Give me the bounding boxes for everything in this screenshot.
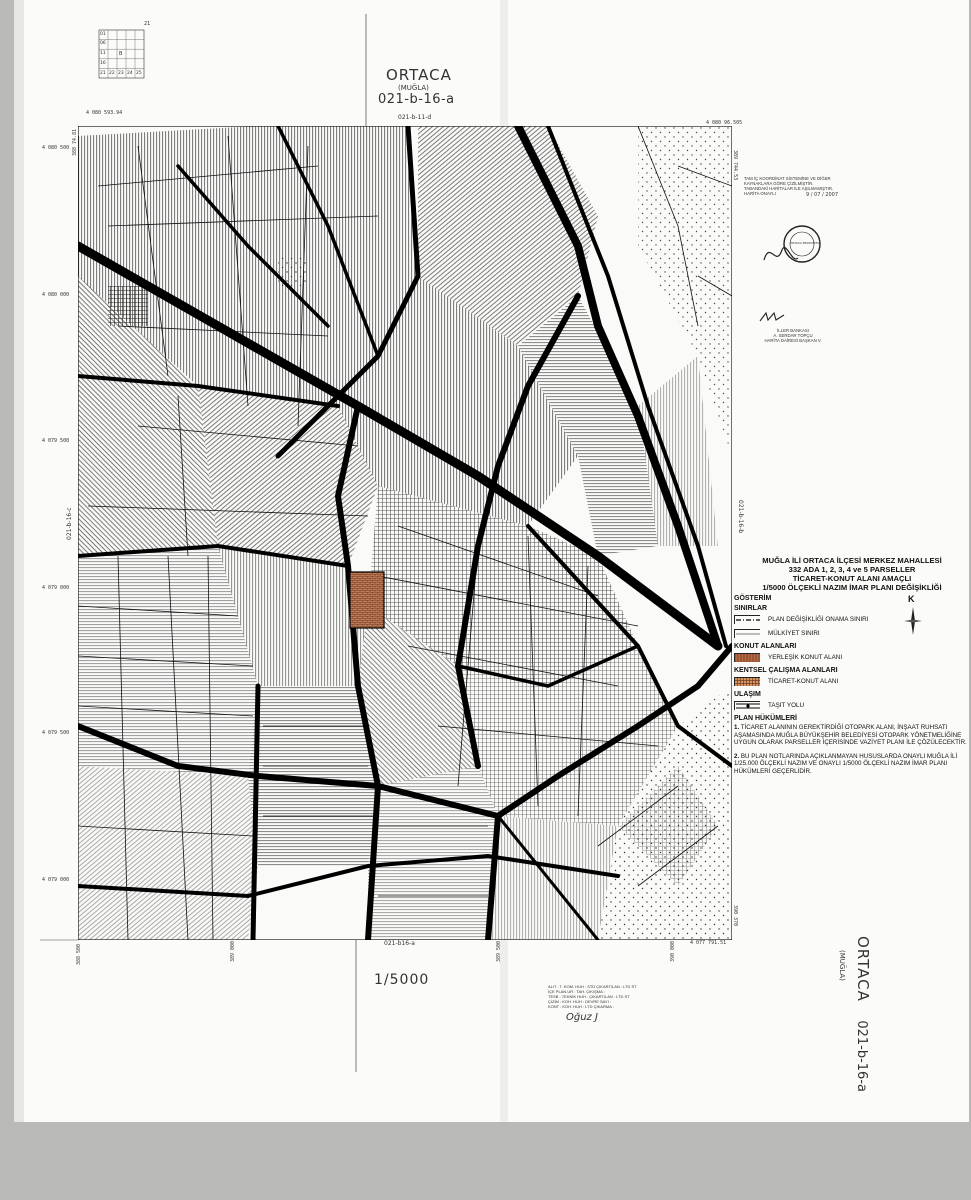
coord-label: 388 74.81 xyxy=(72,128,78,156)
coord-label: 4 080 000 xyxy=(42,292,70,298)
legend-section-heading: KONUT ALANLARI xyxy=(734,643,797,650)
left-sheet-ref: 021-b-16-c xyxy=(66,507,73,540)
plan-rules-heading: PLAN HÜKÜMLERİ xyxy=(734,715,797,722)
sheet-province: (MUĞLA) xyxy=(398,84,429,92)
zoning-map xyxy=(78,126,732,940)
coord-label: 4 079 500 xyxy=(42,438,70,444)
approval-note: TAM İÇ KOORDİNAT SİSTEMİNE VE DİĞER KAYNAKLARA GÖRE ÇİZİLMİŞTİR. TABANDAKİ HARİTALAR İLE AŞILMAMIŞTIR. HARİTA ONAYLI xyxy=(744,176,834,196)
coord-label: 4 079 000 xyxy=(42,585,70,591)
plan-rule-number: 2. xyxy=(734,752,740,760)
coord-label: 390 000 xyxy=(670,940,676,962)
plan-rule xyxy=(734,724,970,747)
north-arrow-icon xyxy=(904,607,922,635)
sheet-city-rotated: ORTACA xyxy=(854,936,872,1002)
legend-item xyxy=(734,650,970,664)
coord-label: 389 500 xyxy=(496,940,502,962)
legend-title-line: MUĞLA İLİ ORTACA İLÇESİ MERKEZ MAHALLESİ xyxy=(762,556,942,565)
index-cell: B xyxy=(119,51,123,57)
legend-title-line: TİCARET-KONUT ALANI AMAÇLI xyxy=(792,574,912,583)
stamp-text: ORTACA BELEDİYESİ xyxy=(790,241,821,245)
north-label: K xyxy=(908,594,915,604)
sheet-number-rotated: 021-b-16-a xyxy=(854,1020,869,1092)
plan-rule-text: BU PLAN NOTLARINDA AÇIKLANMAYAN HUSUSLARDA ONAYLI MUĞLA İLİ 1/25.000 ÖLÇEKLİ NAZIM VE ONAYLI 1/5000 ÖLÇEKLİ NAZIM İMAR PLANI HÜKÜMLERİ GEÇERLİDİR. xyxy=(734,752,958,775)
sheet-title-rotated xyxy=(853,936,872,1092)
coord-label: 389 000 xyxy=(230,940,236,962)
plan-rule-number: 1. xyxy=(734,724,740,731)
sheet-city: ORTACA xyxy=(386,66,452,84)
coord-label: 4 080 96.505 xyxy=(706,120,743,126)
plan-rule-text: TİCARET ALANININ GEREKTİRDİĞİ OTOPARK ALANI, İNŞAAT RUHSATI AŞAMASINDA MUĞLA BÜYÜKŞEHİR BELEDİYESİ OTOPARK YÖNETMELİĞİNE UYGUN OLARAK PARSELLER İÇERİSİNDE VAZİYET PLANI İLE ÇÖZÜLECEKTİR. xyxy=(734,724,967,747)
road-swatch-icon xyxy=(734,701,760,710)
plan-change-area xyxy=(350,572,384,628)
coord-label: 4 080 593.94 xyxy=(86,110,123,116)
legend-item-label: PLAN DEĞİŞİKLİĞİ ONAMA SINIRI xyxy=(768,615,869,623)
legend-section-heading: SINIRLAR xyxy=(734,605,768,612)
legend-section-heading: ULAŞIM xyxy=(734,691,761,698)
coord-label: 4 077 791.51 xyxy=(690,940,727,946)
sheet-province-rotated: (MUĞLA) xyxy=(838,950,846,981)
coord-label: 4 080 500 xyxy=(42,145,70,151)
plan-legend xyxy=(734,556,970,776)
commercial-swatch-icon xyxy=(734,677,760,686)
boundary-swatch-icon xyxy=(734,615,760,624)
right-sheet-ref: 021-b-16-b xyxy=(737,500,744,534)
index-cell: 23 xyxy=(118,71,124,76)
coord-label: 4 079 500 xyxy=(42,730,70,736)
coord-label: 390 370 xyxy=(732,905,738,927)
index-cell: 21 xyxy=(100,71,106,76)
approval-stamp xyxy=(762,220,830,276)
coord-label: 388 500 xyxy=(76,943,82,965)
index-cell: 22 xyxy=(109,71,115,76)
index-cell: 24 xyxy=(127,71,133,76)
index-cell: 01 xyxy=(100,32,106,37)
coord-label: 4 079 000 xyxy=(42,877,70,883)
index-cell: 11 xyxy=(100,51,106,56)
legend-item-label: TİCARET-KONUT ALANI xyxy=(768,677,839,685)
legend-item xyxy=(734,626,970,640)
legend-item xyxy=(734,674,970,688)
approval-date: 9 / 07 / 2007 xyxy=(806,192,838,198)
sheet-number: 021-b-16-a xyxy=(378,92,455,107)
coord-label: 389 744.53 xyxy=(732,150,738,181)
index-cell: 06 xyxy=(100,41,106,46)
legend-item-label: MÜLKİYET SINIRI xyxy=(768,629,820,637)
legend-gosterim: GÖSTERİM xyxy=(734,595,772,602)
property-swatch-icon xyxy=(734,629,760,638)
bottom-sheet-ref: 021-b16-a xyxy=(384,940,415,947)
signatory-block xyxy=(758,310,828,343)
residential-swatch-icon xyxy=(734,653,760,662)
legend-item xyxy=(734,698,970,712)
map-scale: 1/5000 xyxy=(374,972,430,988)
signature-mark-icon xyxy=(758,311,798,323)
index-cell: 16 xyxy=(100,61,106,66)
legend-title-line: 1/5000 ÖLÇEKLİ NAZIM İMAR PLANI DEĞİŞİKLİĞİ xyxy=(762,583,942,592)
handwritten-signature: Oğuz J xyxy=(566,1012,598,1023)
legend-item xyxy=(734,612,970,626)
index-cell: 25 xyxy=(136,71,142,76)
signatory-text: İLLER BANKASI A. SERDAR TOPÇU HARİTA DAİRESİ BAŞKAN V. xyxy=(764,328,822,343)
legend-item-label: TAŞIT YOLU xyxy=(768,701,805,709)
top-sheet-ref: 021-b-11-d xyxy=(398,114,432,121)
legend-section-heading: KENTSEL ÇALIŞMA ALANLARI xyxy=(734,667,838,674)
index-corner-number: 21 xyxy=(144,21,151,27)
plan-rule xyxy=(734,753,970,776)
production-block: ALIT : T. KOM. HUH : STD ÇIKARTILAN : LTD ST İÇE PLAN.UR : TAH. ÇIKIŞMA : TESB : TEKNİK HUH : ÇIKARTILAN : LTD ST ÇİZİM : KOH. HUH : DEVRE SAYI : KONT : KOH. HUH : LTD ÇIKARMA : xyxy=(548,984,637,1009)
legend-title-line: 332 ADA 1, 2, 3, 4 ve 5 PARSELLER xyxy=(788,565,916,574)
legend-item-label: YERLEŞİK KONUT ALANI xyxy=(768,653,843,661)
